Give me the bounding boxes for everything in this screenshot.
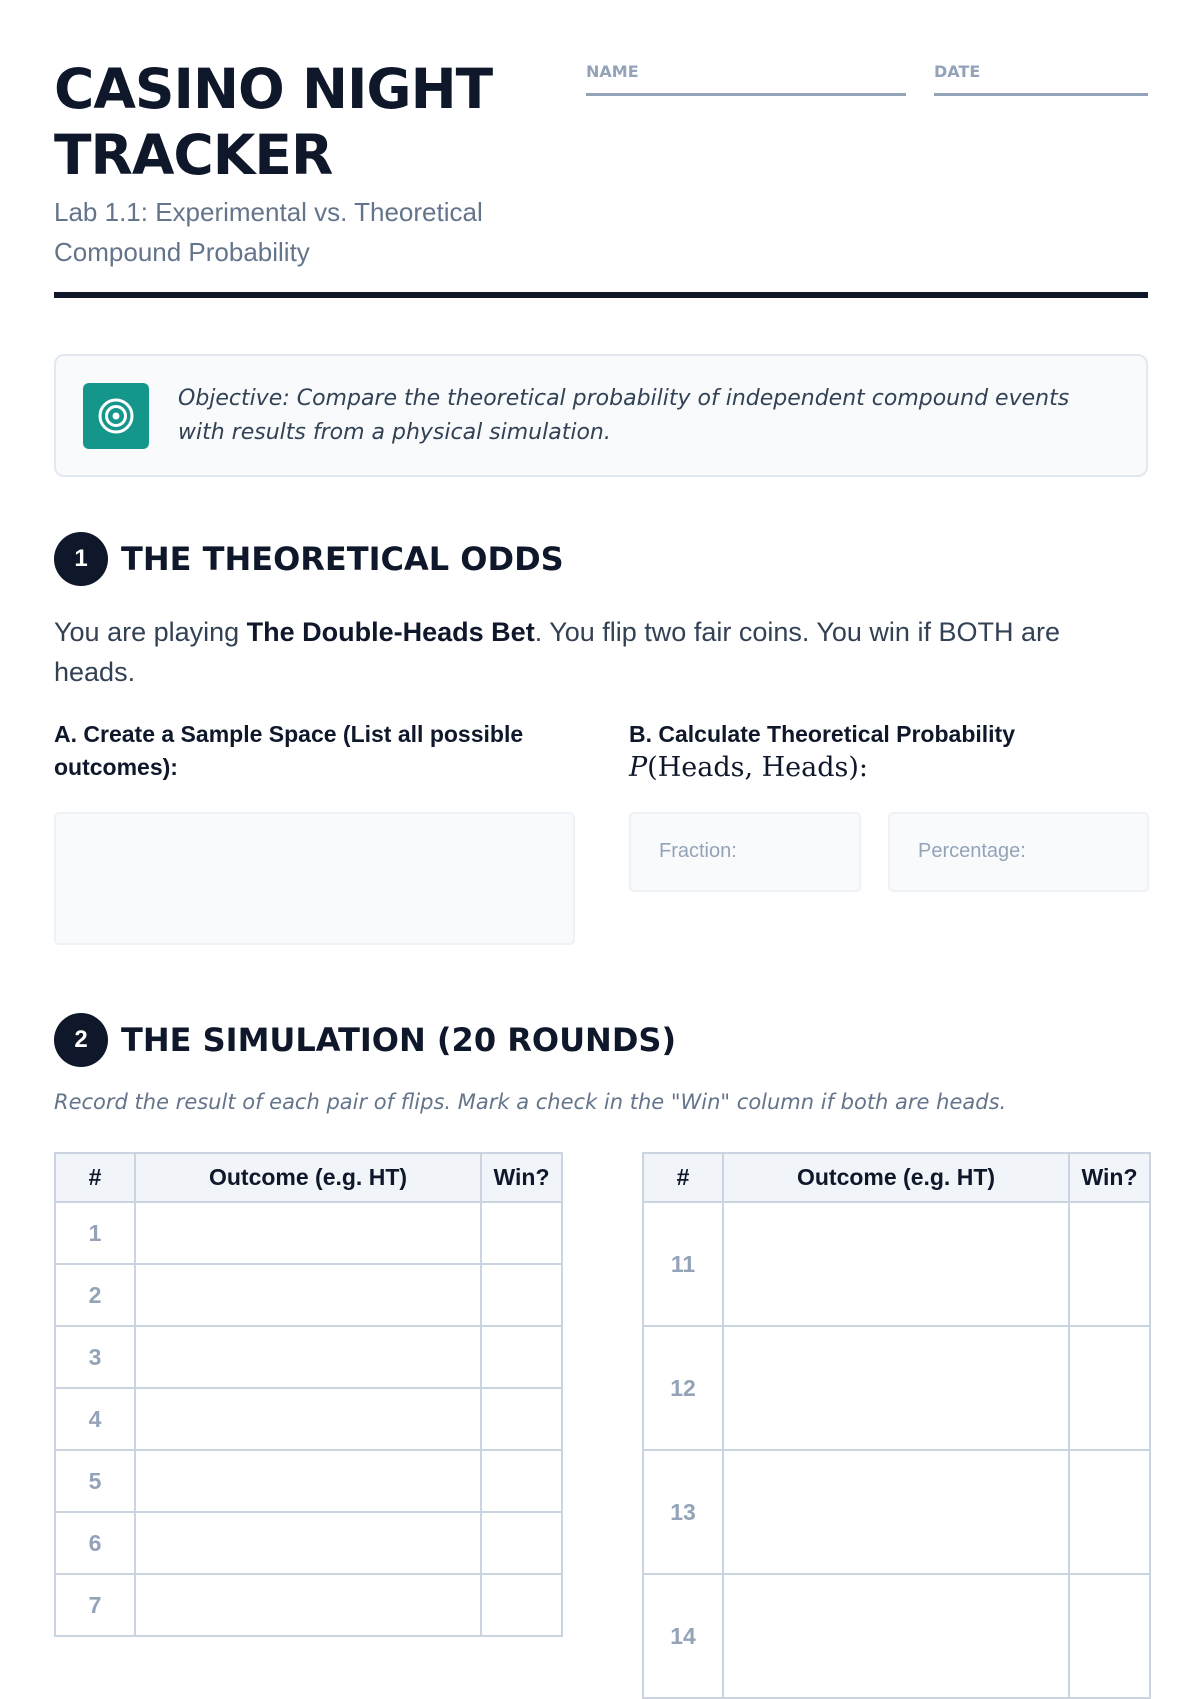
table-header-row bbox=[55, 1153, 562, 1202]
column-header-win: Win? bbox=[1069, 1153, 1150, 1202]
win-cell[interactable] bbox=[481, 1202, 562, 1264]
intro-text-start: You are playing bbox=[54, 617, 247, 647]
table-row bbox=[55, 1264, 562, 1326]
name-field[interactable] bbox=[586, 62, 906, 96]
percentage-box[interactable] bbox=[888, 812, 1149, 892]
date-field[interactable] bbox=[934, 62, 1148, 96]
rounds-table-left bbox=[54, 1152, 563, 1637]
win-cell[interactable] bbox=[1069, 1202, 1150, 1326]
table-header-row bbox=[643, 1153, 1150, 1202]
outcome-cell[interactable] bbox=[723, 1326, 1069, 1450]
table-row bbox=[55, 1326, 562, 1388]
table-row bbox=[643, 1450, 1150, 1574]
column-header-outcome: Outcome (e.g. HT) bbox=[135, 1153, 481, 1202]
part-b-label bbox=[629, 718, 1149, 785]
outcome-cell[interactable] bbox=[135, 1388, 481, 1450]
table-row bbox=[55, 1450, 562, 1512]
table-row bbox=[55, 1512, 562, 1574]
round-number: 1 bbox=[55, 1202, 135, 1264]
outcome-cell[interactable] bbox=[723, 1202, 1069, 1326]
column-header-outcome: Outcome (e.g. HT) bbox=[723, 1153, 1069, 1202]
round-number: 6 bbox=[55, 1512, 135, 1574]
outcome-cell[interactable] bbox=[135, 1264, 481, 1326]
win-cell[interactable] bbox=[481, 1326, 562, 1388]
table-row bbox=[55, 1388, 562, 1450]
column-header-win: Win? bbox=[481, 1153, 562, 1202]
win-cell[interactable] bbox=[481, 1512, 562, 1574]
section-2-badge: 2 bbox=[54, 1013, 108, 1067]
outcome-cell[interactable] bbox=[135, 1574, 481, 1636]
objective-text: Objective: Compare the theoretical probability of independent compound events with results from a physical simulation. bbox=[178, 386, 1070, 445]
win-cell[interactable] bbox=[481, 1574, 562, 1636]
probability-expression bbox=[629, 751, 1149, 785]
probability-event: (Heads, Heads): bbox=[647, 752, 869, 783]
win-cell[interactable] bbox=[1069, 1574, 1150, 1698]
round-number: 3 bbox=[55, 1326, 135, 1388]
win-cell[interactable] bbox=[481, 1450, 562, 1512]
fraction-placeholder: Fraction: bbox=[659, 840, 737, 862]
win-cell[interactable] bbox=[481, 1388, 562, 1450]
round-number: 13 bbox=[643, 1450, 723, 1574]
win-cell[interactable] bbox=[1069, 1326, 1150, 1450]
section-1-badge: 1 bbox=[54, 532, 108, 586]
header-divider bbox=[54, 292, 1148, 298]
table-row bbox=[643, 1202, 1150, 1326]
worksheet-header bbox=[54, 56, 1148, 272]
page-title: CASINO NIGHT TRACKER bbox=[54, 57, 493, 187]
date-label: DATE bbox=[934, 62, 981, 81]
round-number: 12 bbox=[643, 1326, 723, 1450]
section-1-title: THE THEORETICAL ODDS bbox=[121, 540, 564, 578]
win-cell[interactable] bbox=[481, 1264, 562, 1326]
fraction-box[interactable] bbox=[629, 812, 861, 892]
name-label: NAME bbox=[586, 62, 639, 81]
bet-name: The Double-Heads Bet bbox=[246, 617, 535, 647]
part-b-title: B. Calculate Theoretical Probability bbox=[629, 721, 1015, 747]
win-cell[interactable] bbox=[1069, 1450, 1150, 1574]
table-row bbox=[643, 1326, 1150, 1450]
simulation-instructions: Record the result of each pair of flips. Mark a check in the "Win" column if both are heads. bbox=[54, 1090, 1007, 1114]
section-2-title: THE SIMULATION (20 ROUNDS) bbox=[121, 1021, 677, 1059]
sample-space-box[interactable] bbox=[54, 812, 575, 945]
column-header-number: # bbox=[643, 1153, 723, 1202]
outcome-cell[interactable] bbox=[135, 1202, 481, 1264]
round-number: 7 bbox=[55, 1574, 135, 1636]
part-a-label: A. Create a Sample Space (List all possible outcomes): bbox=[54, 721, 524, 780]
table-row bbox=[55, 1574, 562, 1636]
section-1-intro bbox=[54, 612, 1148, 692]
outcome-cell[interactable] bbox=[135, 1512, 481, 1574]
page-subtitle: Lab 1.1: Experimental vs. Theoretical Compound Probability bbox=[54, 197, 483, 267]
round-number: 2 bbox=[55, 1264, 135, 1326]
round-number: 5 bbox=[55, 1450, 135, 1512]
target-icon bbox=[83, 383, 149, 449]
outcome-cell[interactable] bbox=[135, 1326, 481, 1388]
objective-callout bbox=[54, 354, 1148, 477]
outcome-cell[interactable] bbox=[723, 1574, 1069, 1698]
rounds-table-right bbox=[642, 1152, 1151, 1699]
table-row bbox=[55, 1202, 562, 1264]
round-number: 14 bbox=[643, 1574, 723, 1698]
table-row bbox=[643, 1574, 1150, 1698]
intro-text-end: . You flip two fair coins. You win if BOTH are heads. bbox=[54, 617, 1060, 687]
round-number: 4 bbox=[55, 1388, 135, 1450]
outcome-cell[interactable] bbox=[135, 1450, 481, 1512]
round-number: 11 bbox=[643, 1202, 723, 1326]
outcome-cell[interactable] bbox=[723, 1450, 1069, 1574]
column-header-number: # bbox=[55, 1153, 135, 1202]
probability-symbol: P bbox=[629, 752, 648, 783]
percentage-placeholder: Percentage: bbox=[918, 840, 1026, 862]
